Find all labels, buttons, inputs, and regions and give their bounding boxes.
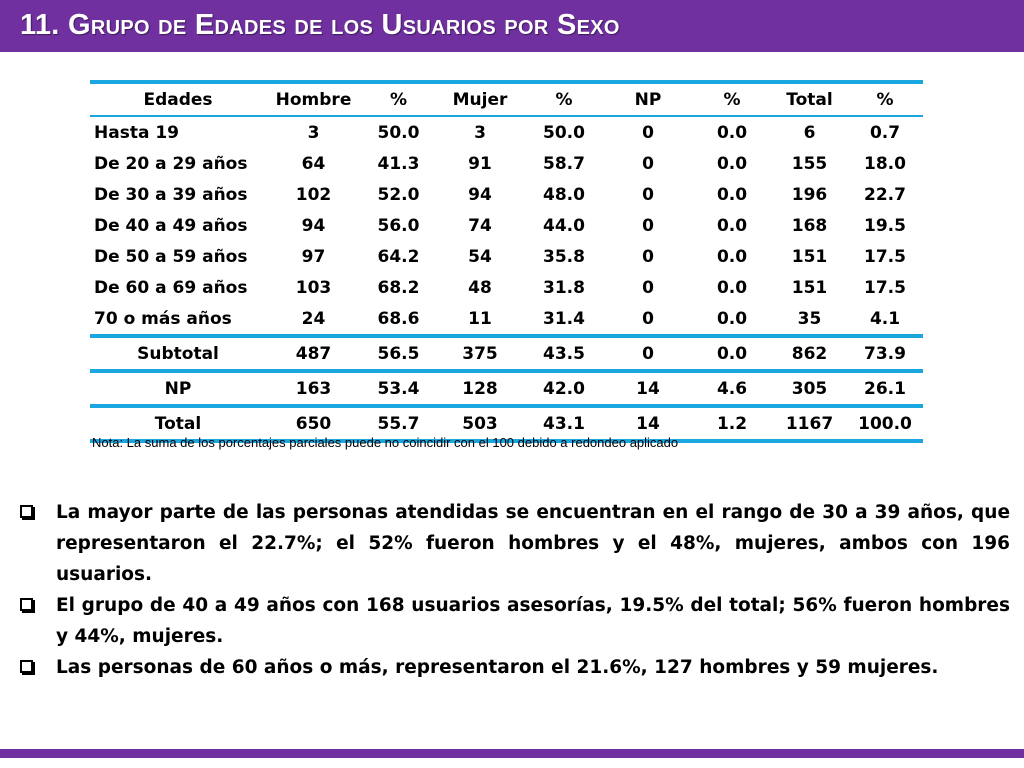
table-cell: 0 xyxy=(642,277,654,298)
table-cell: 0 xyxy=(642,153,654,174)
row-label: De 40 a 49 años xyxy=(94,215,248,236)
np-row xyxy=(90,371,923,406)
table-cell: 0 xyxy=(604,336,692,371)
table-cell: 103 xyxy=(295,277,332,298)
table-cell: 42.0 xyxy=(524,371,604,406)
table-cell: 19.5 xyxy=(864,215,906,236)
checkbox-bullet-icon xyxy=(20,660,33,673)
table-cell: 48.0 xyxy=(543,184,585,205)
column-header: Total xyxy=(772,82,847,116)
table-cell: 18.0 xyxy=(864,153,906,174)
column-header: % xyxy=(361,82,436,116)
table-cell: 48 xyxy=(468,277,492,298)
table-cell: 168 xyxy=(791,215,828,236)
table-cell: 0.0 xyxy=(716,153,748,174)
table-cell: 0.0 xyxy=(716,308,748,329)
table-cell: 64 xyxy=(301,153,326,174)
table-cell: 24 xyxy=(301,308,326,329)
table-cell: 151 xyxy=(791,246,828,267)
row-label: De 20 a 29 años xyxy=(94,153,248,174)
table-cell: 94 xyxy=(301,215,326,236)
table-row xyxy=(90,303,923,336)
table-cell: 68.2 xyxy=(377,277,420,298)
title-bar xyxy=(0,0,1024,52)
table-cell: 74 xyxy=(468,215,492,236)
table-cell: 26.1 xyxy=(847,371,923,406)
table-row xyxy=(90,210,923,241)
table-cell: 50.0 xyxy=(377,122,420,143)
table-cell: 0.0 xyxy=(716,246,748,267)
bullet-list xyxy=(18,497,1010,683)
row-label: Total xyxy=(90,406,266,441)
table-cell: 43.1 xyxy=(524,406,604,441)
age-sex-table xyxy=(90,80,923,443)
row-label: 70 o más años xyxy=(94,308,232,329)
table-cell: 102 xyxy=(295,184,332,205)
bullet-text: Las personas de 60 años o más, representaron el 21.6%, 127 hombres y 59 mujeres. xyxy=(56,657,939,678)
table-cell: 0 xyxy=(642,246,654,267)
table-cell: 862 xyxy=(772,336,847,371)
table-cell: 68.6 xyxy=(377,308,420,329)
table-cell: 52.0 xyxy=(377,184,420,205)
table-cell: 0.0 xyxy=(716,122,748,143)
table-cell: 55.7 xyxy=(361,406,436,441)
table-cell: 151 xyxy=(791,277,828,298)
row-label: NP xyxy=(90,371,266,406)
table-cell: 1167 xyxy=(772,406,847,441)
table-cell: 0.7 xyxy=(869,122,901,143)
table-cell: 6 xyxy=(803,122,816,143)
table-cell: 0.0 xyxy=(716,215,748,236)
table-cell: 11 xyxy=(468,308,492,329)
table-cell: 35.8 xyxy=(543,246,585,267)
table-cell: 64.2 xyxy=(377,246,420,267)
table-cell: 3 xyxy=(307,122,320,143)
table-cell: 128 xyxy=(436,371,524,406)
table-cell: 0.0 xyxy=(692,336,772,371)
table-cell: 35 xyxy=(797,308,822,329)
table-row xyxy=(90,148,923,179)
table-cell: 31.4 xyxy=(543,308,585,329)
table-cell: 375 xyxy=(436,336,524,371)
column-header: % xyxy=(847,82,923,116)
table-cell: 0 xyxy=(642,122,654,143)
table-cell: 163 xyxy=(266,371,361,406)
table-cell: 91 xyxy=(468,153,492,174)
table-cell: 196 xyxy=(791,184,828,205)
table-cell: 487 xyxy=(266,336,361,371)
column-header: Edades xyxy=(90,82,266,116)
column-header: % xyxy=(692,82,772,116)
table-cell: 0 xyxy=(642,184,654,205)
table-cell: 73.9 xyxy=(847,336,923,371)
table-cell: 17.5 xyxy=(864,277,906,298)
table-cell: 0 xyxy=(642,308,654,329)
table-cell: 97 xyxy=(301,246,326,267)
row-label: Hasta 19 xyxy=(94,122,179,143)
table-cell: 17.5 xyxy=(864,246,906,267)
table-cell: 94 xyxy=(468,184,492,205)
footer-bar xyxy=(0,749,1024,758)
table-footnote: Nota: La suma de los porcentajes parciales puede no coincidir con el 100 debido a redondeo aplicado xyxy=(92,435,679,450)
table-row xyxy=(90,179,923,210)
checkbox-bullet-icon xyxy=(20,505,33,518)
table-cell: 650 xyxy=(266,406,361,441)
table-cell: 41.3 xyxy=(377,153,420,174)
table-cell: 56.0 xyxy=(377,215,420,236)
column-header: Hombre xyxy=(266,82,361,116)
table-cell: 54 xyxy=(468,246,492,267)
table-cell: 100.0 xyxy=(847,406,923,441)
bullet-text: La mayor parte de las personas atendidas se encuentran en el rango de 30 a 39 años, que representaron el 22.7%; el 52% fueron hombres y el 48%, mujeres, ambos con 196 usuarios. xyxy=(56,502,1010,585)
table-row xyxy=(90,272,923,303)
table-cell: 4.6 xyxy=(692,371,772,406)
table-cell: 43.5 xyxy=(524,336,604,371)
table-cell: 50.0 xyxy=(543,122,585,143)
table-cell: 1.2 xyxy=(692,406,772,441)
table-cell: 31.8 xyxy=(543,277,585,298)
table-cell: 58.7 xyxy=(543,153,585,174)
table-cell: 14 xyxy=(604,406,692,441)
row-label: De 30 a 39 años xyxy=(94,184,248,205)
table-cell: 305 xyxy=(772,371,847,406)
column-header: NP xyxy=(604,82,692,116)
table-cell: 22.7 xyxy=(864,184,906,205)
bullet-text: El grupo de 40 a 49 años con 168 usuarios asesorías, 19.5% del total; 56% fueron hombres y 44%, mujeres. xyxy=(56,595,1010,647)
row-label: De 50 a 59 años xyxy=(94,246,248,267)
column-header: % xyxy=(524,82,604,116)
column-header: Mujer xyxy=(436,82,524,116)
table-header-row xyxy=(90,82,923,116)
table-cell: 0.0 xyxy=(716,277,748,298)
row-label: Subtotal xyxy=(90,336,266,371)
table-cell: 56.5 xyxy=(361,336,436,371)
table-cell: 4.1 xyxy=(869,308,901,329)
table-cell: 0.0 xyxy=(716,184,748,205)
checkbox-bullet-icon xyxy=(20,598,33,611)
table-row xyxy=(90,116,923,148)
table-row xyxy=(90,241,923,272)
bullet-item xyxy=(18,590,1010,652)
bullet-item xyxy=(18,652,1010,683)
subtotal-row xyxy=(90,336,923,371)
table-cell: 44.0 xyxy=(543,215,585,236)
table-cell: 503 xyxy=(436,406,524,441)
table-cell: 53.4 xyxy=(361,371,436,406)
table-cell: 0 xyxy=(642,215,654,236)
table-cell: 155 xyxy=(791,153,828,174)
bullet-item xyxy=(18,497,1010,590)
age-sex-table-container xyxy=(90,80,923,443)
slide-title: 11. Grupo de Edades de los Usuarios por Sexo xyxy=(20,9,620,41)
table-cell: 14 xyxy=(604,371,692,406)
row-label: De 60 a 69 años xyxy=(94,277,248,298)
table-cell: 3 xyxy=(474,122,486,143)
